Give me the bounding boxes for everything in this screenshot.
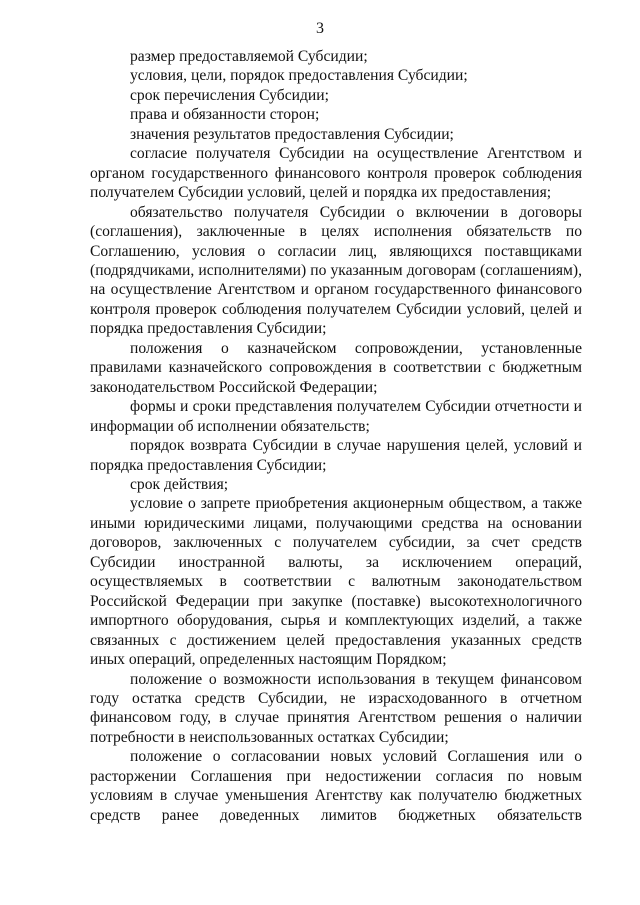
paragraph: обязательство получателя Субсидии о включении в договоры (соглашения), заключенные в целях исполнения обязательств по Соглашению, условия о согласии лиц, являющихся поставщиками (подрядчиками, исполнителями) по указанным договорам (соглашениям), на осуществление Агентством и органом государственного финансового контроля проверок соблюдения получателем Субсидии условий, целей и порядка предоставления Субсидии; bbox=[90, 203, 582, 338]
page-number: 3 bbox=[316, 20, 324, 37]
paragraph: формы и сроки представления получателем Субсидии отчетности и информации об исполнении обязательств; bbox=[90, 398, 582, 435]
paragraph: значения результатов предоставления Субсидии; bbox=[130, 125, 454, 143]
paragraph: срок действия; bbox=[130, 475, 229, 493]
paragraph: условие о запрете приобретения акционерным обществом, а также иными юридическими лицами, получающими средства на основании договоров, заключенных с получателем субсидии, за счет средств Субсидии иностранной валюты, за исключением операций, осуществляемых в соответствии с валютным законодательством Российской Федерации при закупке (поставке) высокотехнологичного импортного оборудования, сырья и комплектующих изделий, а также связанных с достижением целей предоставления указанных средств иных операций, определенных настоящим Порядком; bbox=[90, 495, 582, 669]
document-body bbox=[90, 47, 582, 825]
paragraph: согласие получателя Субсидии на осуществление Агентством и органом государственного финансового контроля проверок соблюдения получателем Субсидии условий, целей и порядка их предоставления; bbox=[90, 145, 582, 202]
paragraph: положение о согласовании новых условий Соглашения или о расторжении Соглашения при недостижении согласия по новым условиям в случае уменьшения Агентству как получателю бюджетных средств ранее доведенных лимитов бюджетных обязательств bbox=[90, 748, 582, 824]
paragraph: размер предоставляемой Субсидии; bbox=[130, 48, 368, 65]
paragraph: права и обязанности сторон; bbox=[130, 106, 320, 124]
paragraph: срок перечисления Субсидии; bbox=[130, 86, 329, 104]
paragraph: условия, цели, порядок предоставления Субсидии; bbox=[130, 67, 468, 85]
paragraph: положения о казначейском сопровождении, установленные правилами казначейского сопровождения в соответствии с бюджетным законодательством Российской Федерации; bbox=[90, 339, 582, 396]
paragraph: положение о возможности использования в текущем финансовом году остатка средств Субсидии, не израсходованного в отчетном финансовом году, в случае принятия Агентством решения о наличии потребности в неиспользованных остатках Субсидии; bbox=[90, 670, 582, 746]
paragraph: порядок возврата Субсидии в случае нарушения целей, условий и порядка предоставления Субсидии; bbox=[90, 437, 582, 474]
